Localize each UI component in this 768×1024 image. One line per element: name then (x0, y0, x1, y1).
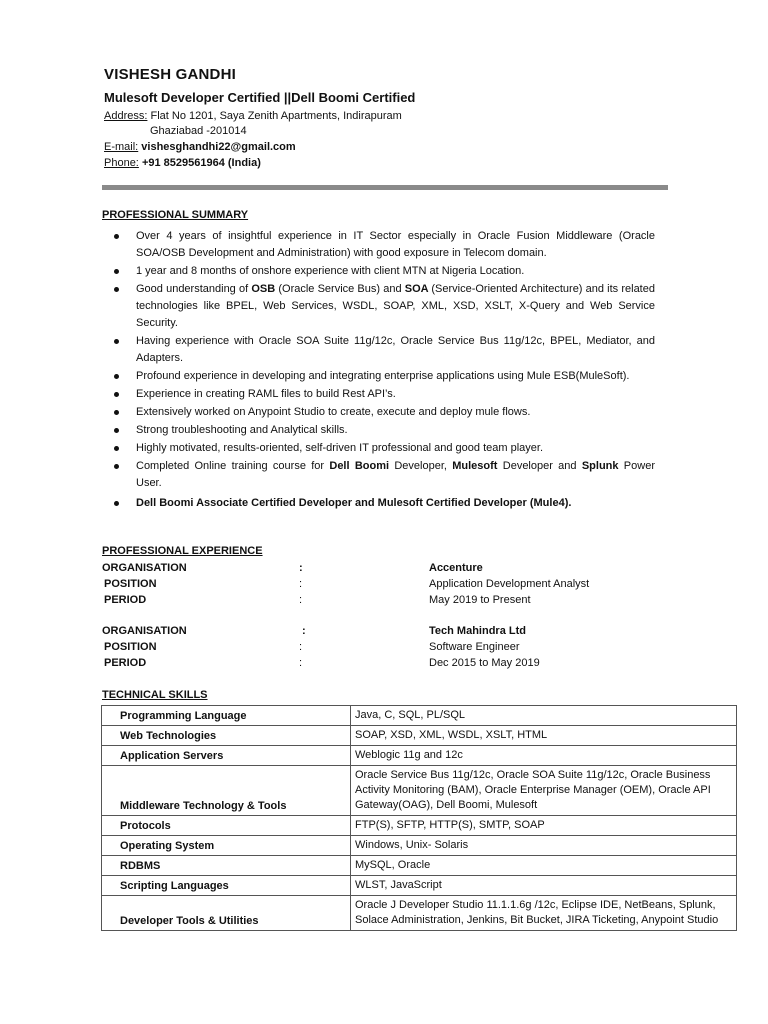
table-row (102, 876, 737, 896)
skill-value: WLST, JavaScript (351, 876, 737, 896)
period-label: PERIOD (104, 594, 147, 606)
skill-value: Java, C, SQL, PL/SQL (351, 706, 737, 726)
experience-entry-2 (102, 623, 602, 671)
summary-item: Having experience with Oracle SOA Suite 11g/12c, Oracle Service Bus 11g/12c, BPEL, Mediator, and Adapters. (110, 333, 655, 367)
table-row (102, 706, 737, 726)
skill-category: RDBMS (102, 856, 351, 876)
skill-value: MySQL, Oracle (351, 856, 737, 876)
experience-title: PROFESSIONAL EXPERIENCE (102, 545, 263, 557)
table-row (102, 836, 737, 856)
email-label: E-mail: (104, 141, 139, 153)
period-value: Dec 2015 to May 2019 (429, 657, 540, 669)
summary-item: Highly motivated, results-oriented, self-driven IT professional and good team player. (110, 440, 655, 457)
header-divider (102, 185, 668, 190)
email-row (104, 141, 296, 153)
summary-item: Good understanding of OSB (Oracle Service Bus) and SOA (Service-Oriented Architecture) and its related technologies like BPEL, Web Services, WSDL, SOAP, XML, XSD, XSLT, X-Query and Web Service Security. (110, 281, 655, 332)
table-row (102, 856, 737, 876)
candidate-name: VISHESH GANDHI (104, 66, 236, 83)
organisation-label: ORGANISATION (102, 625, 187, 637)
table-row (102, 816, 737, 836)
summary-item: Strong troubleshooting and Analytical skills. (110, 422, 655, 439)
skill-value: SOAP, XSD, XML, WSDL, XSLT, HTML (351, 726, 737, 746)
summary-item: Completed Online training course for Dell Boomi Developer, Mulesoft Developer and Splunk Power User. (110, 458, 655, 492)
address-row (104, 110, 402, 122)
summary-item: Experience in creating RAML files to build Rest API’s. (110, 386, 655, 403)
skill-category: Web Technologies (102, 726, 351, 746)
skill-category: Programming Language (102, 706, 351, 726)
email-value: vishesghandhi22@gmail.com (141, 141, 296, 153)
skill-category: Middleware Technology & Tools (102, 766, 351, 816)
skill-value: Oracle Service Bus 11g/12c, Oracle SOA Suite 11g/12c, Oracle Business Activity Monitoring (BAM), Oracle Enterprise Manager (OEM), Oracle API Gateway(OAG), Dell Boomi, Mulesoft (351, 766, 737, 816)
colon: : (299, 641, 303, 653)
position-label: POSITION (104, 578, 157, 590)
colon: : (299, 562, 303, 574)
skill-category: Application Servers (102, 746, 351, 766)
colon: : (299, 594, 303, 606)
position-value: Software Engineer (429, 641, 520, 653)
summary-item: Profound experience in developing and integrating enterprise applications using Mule ESB(MuleSoft). (110, 368, 655, 385)
colon: : (299, 657, 303, 669)
colon: : (299, 578, 303, 590)
table-row (102, 766, 737, 816)
address-label: Address: (104, 110, 148, 122)
position-value: Application Development Analyst (429, 578, 590, 590)
table-row (102, 896, 737, 931)
phone-value: +91 8529561964 (India) (141, 157, 261, 169)
skill-value: Weblogic 11g and 12c (351, 746, 737, 766)
period-value: May 2019 to Present (429, 594, 531, 606)
summary-list (110, 228, 655, 513)
certification-headline: Mulesoft Developer Certified ||Dell Boomi Certified (104, 90, 416, 105)
skill-category: Operating System (102, 836, 351, 856)
organisation-label: ORGANISATION (102, 562, 187, 574)
skills-table (101, 705, 737, 931)
summary-item: Extensively worked on Anypoint Studio to create, execute and deploy mule flows. (110, 404, 655, 421)
skill-value: Windows, Unix- Solaris (351, 836, 737, 856)
skill-category: Developer Tools & Utilities (102, 896, 351, 931)
phone-row (104, 157, 261, 169)
skill-category: Protocols (102, 816, 351, 836)
colon: : (302, 625, 306, 637)
organisation-value: Accenture (429, 562, 483, 574)
organisation-value: Tech Mahindra Ltd (429, 625, 526, 637)
table-row (102, 726, 737, 746)
skill-value: FTP(S), SFTP, HTTP(S), SMTP, SOAP (351, 816, 737, 836)
summary-title: PROFESSIONAL SUMMARY (102, 209, 249, 221)
skill-category: Scripting Languages (102, 876, 351, 896)
table-row (102, 746, 737, 766)
period-label: PERIOD (104, 657, 147, 669)
position-label: POSITION (104, 641, 157, 653)
address-line-2: Ghaziabad -201014 (150, 125, 247, 137)
skill-value: Oracle J Developer Studio 11.1.1.6g /12c, Eclipse IDE, NetBeans, Splunk, Solace Administration, Jenkins, Bit Bucket, JIRA Ticketing, Anypoint Studio (351, 896, 737, 931)
skills-title: TECHNICAL SKILLS (102, 689, 208, 701)
experience-entry-1 (102, 560, 602, 608)
summary-item: Dell Boomi Associate Certified Developer and Mulesoft Certified Developer (Mule4). (110, 495, 655, 512)
address-line-1: Flat No 1201, Saya Zenith Apartments, Indirapuram (150, 110, 402, 122)
phone-label: Phone: (104, 157, 139, 169)
summary-item: Over 4 years of insightful experience in IT Sector especially in Oracle Fusion Middleware (Oracle SOA/OSB Development and Administration) with good exposure in Telecom domain. (110, 228, 655, 262)
summary-item: 1 year and 8 months of onshore experience with client MTN at Nigeria Location. (110, 263, 655, 280)
